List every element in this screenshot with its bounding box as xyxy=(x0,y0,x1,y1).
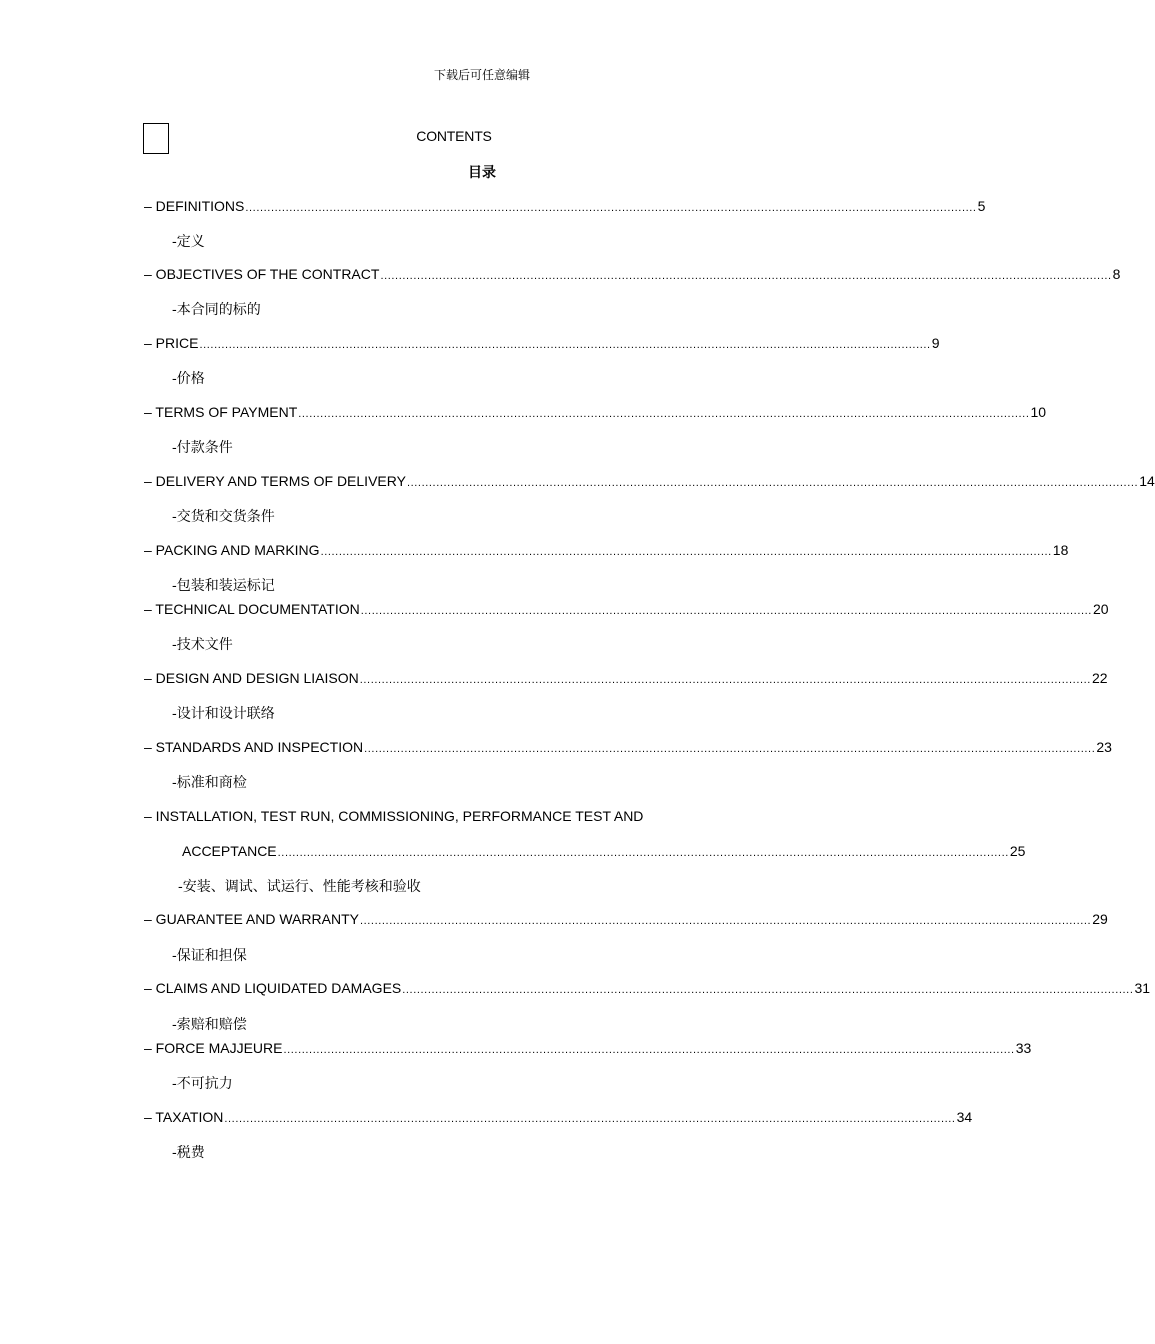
toc-page-number: 10 xyxy=(1030,404,1047,420)
dot-leader: ........................................................................................................................................................................................................ xyxy=(224,1113,956,1125)
toc-entry[interactable] xyxy=(144,335,940,351)
toc-entry-chinese: -保证和担保 xyxy=(172,948,247,964)
dot-leader: ........................................................................................................................................................................................................ xyxy=(298,408,1030,420)
toc-entry[interactable] xyxy=(144,404,1047,420)
toc-entry-label: – TERMS OF PAYMENT xyxy=(144,404,298,420)
toc-entry[interactable] xyxy=(182,843,1026,859)
toc-page-number: 33 xyxy=(1015,1040,1032,1056)
toc-entry-label: – DELIVERY AND TERMS OF DELIVERY xyxy=(144,473,406,489)
dot-leader: ........................................................................................................................................................................................................ xyxy=(359,915,1092,927)
toc-entry-chinese: -标准和商检 xyxy=(172,775,247,791)
toc-entry-label: – DESIGN AND DESIGN LIAISON xyxy=(144,670,359,686)
toc-entry[interactable] xyxy=(144,1040,1032,1056)
dot-leader: ........................................................................................................................................................................................................ xyxy=(359,674,1091,686)
dot-leader: ........................................................................................................................................................................................................ xyxy=(277,847,1009,859)
toc-entry-chinese: -本合同的标的 xyxy=(172,302,261,318)
toc-entry-chinese: -包装和装运标记 xyxy=(172,578,275,594)
toc-entry-label: – DEFINITIONS xyxy=(144,198,245,214)
toc-entry-chinese: -付款条件 xyxy=(172,440,233,456)
toc-entry-label: – FORCE MAJJEURE xyxy=(144,1040,283,1056)
toc-entry-chinese: -安装、调试、试运行、性能考核和验收 xyxy=(178,879,421,895)
header-note: 下载后可任意编辑 xyxy=(433,68,530,82)
toc-entry[interactable] xyxy=(144,542,1069,558)
doc-title: CONTENTS xyxy=(416,128,492,144)
toc-entry-chinese: -交货和交货条件 xyxy=(172,509,275,525)
toc-entry[interactable] xyxy=(144,980,1151,996)
dot-leader: ........................................................................................................................................................................................................ xyxy=(245,202,977,214)
toc-entry[interactable] xyxy=(144,601,1109,617)
toc-entry[interactable] xyxy=(144,198,986,214)
toc-entry-chinese: -技术文件 xyxy=(172,637,233,653)
dot-leader: ........................................................................................................................................................................................................ xyxy=(364,743,1096,755)
toc-page-number: 34 xyxy=(956,1109,973,1125)
toc-entry-chinese: -不可抗力 xyxy=(172,1076,233,1092)
toc-page-number: 29 xyxy=(1092,911,1108,927)
toc-page-number: 9 xyxy=(931,335,940,351)
toc-entry-label: – TECHNICAL DOCUMENTATION xyxy=(144,601,360,617)
toc-page-number: 8 xyxy=(1112,266,1121,282)
dot-leader: ........................................................................................................................................................................................................ xyxy=(283,1044,1015,1056)
toc-entry-chinese: -设计和设计联络 xyxy=(172,706,275,722)
toc-page-number: 18 xyxy=(1052,542,1069,558)
toc-entry[interactable] xyxy=(144,670,1108,686)
toc-page-number: 31 xyxy=(1134,980,1151,996)
toc-entry-label[interactable]: – INSTALLATION, TEST RUN, COMMISSIONING, PERFORMANCE TEST AND xyxy=(144,808,644,824)
toc-entry-chinese: -价格 xyxy=(172,371,205,387)
dot-leader: ........................................................................................................................................................................................................ xyxy=(199,339,931,351)
dot-leader: ........................................................................................................................................................................................................ xyxy=(406,477,1139,489)
toc-page-number: 5 xyxy=(977,198,986,214)
toc-entry-chinese: -定义 xyxy=(172,234,205,250)
toc-entry[interactable] xyxy=(144,911,1108,927)
toc-entry-label: – OBJECTIVES OF THE CONTRACT xyxy=(144,266,380,282)
toc-entry-label: – PRICE xyxy=(144,335,199,351)
toc-entry-label: – CLAIMS AND LIQUIDATED DAMAGES xyxy=(144,980,402,996)
toc-entry-label: – TAXATION xyxy=(144,1109,224,1125)
toc-page-number: 14 xyxy=(1139,473,1155,489)
toc-entry[interactable] xyxy=(144,739,1112,755)
dot-leader: ........................................................................................................................................................................................................ xyxy=(360,605,1092,617)
toc-entry[interactable] xyxy=(144,266,1121,282)
toc-entry-label-continued: ACCEPTANCE xyxy=(182,843,277,859)
toc-entry[interactable] xyxy=(144,1109,973,1125)
toc-page-number: 20 xyxy=(1092,601,1109,617)
toc-entry-chinese: -税费 xyxy=(172,1145,205,1161)
dot-leader: ........................................................................................................................................................................................................ xyxy=(320,546,1052,558)
toc-page-number: 25 xyxy=(1009,843,1026,859)
toc-entry[interactable] xyxy=(144,473,1155,489)
toc-page-number: 22 xyxy=(1091,670,1108,686)
dot-leader: ........................................................................................................................................................................................................ xyxy=(402,984,1134,996)
toc-entry-label: – STANDARDS AND INSPECTION xyxy=(144,739,364,755)
doc-subtitle: 目录 xyxy=(468,164,496,180)
toc-page-number: 23 xyxy=(1096,739,1112,755)
toc-entry-label: – PACKING AND MARKING xyxy=(144,542,320,558)
toc-entry-chinese: -索赔和赔偿 xyxy=(172,1017,247,1033)
toc-entry-label: – GUARANTEE AND WARRANTY xyxy=(144,911,359,927)
dot-leader: ........................................................................................................................................................................................................ xyxy=(380,270,1112,282)
